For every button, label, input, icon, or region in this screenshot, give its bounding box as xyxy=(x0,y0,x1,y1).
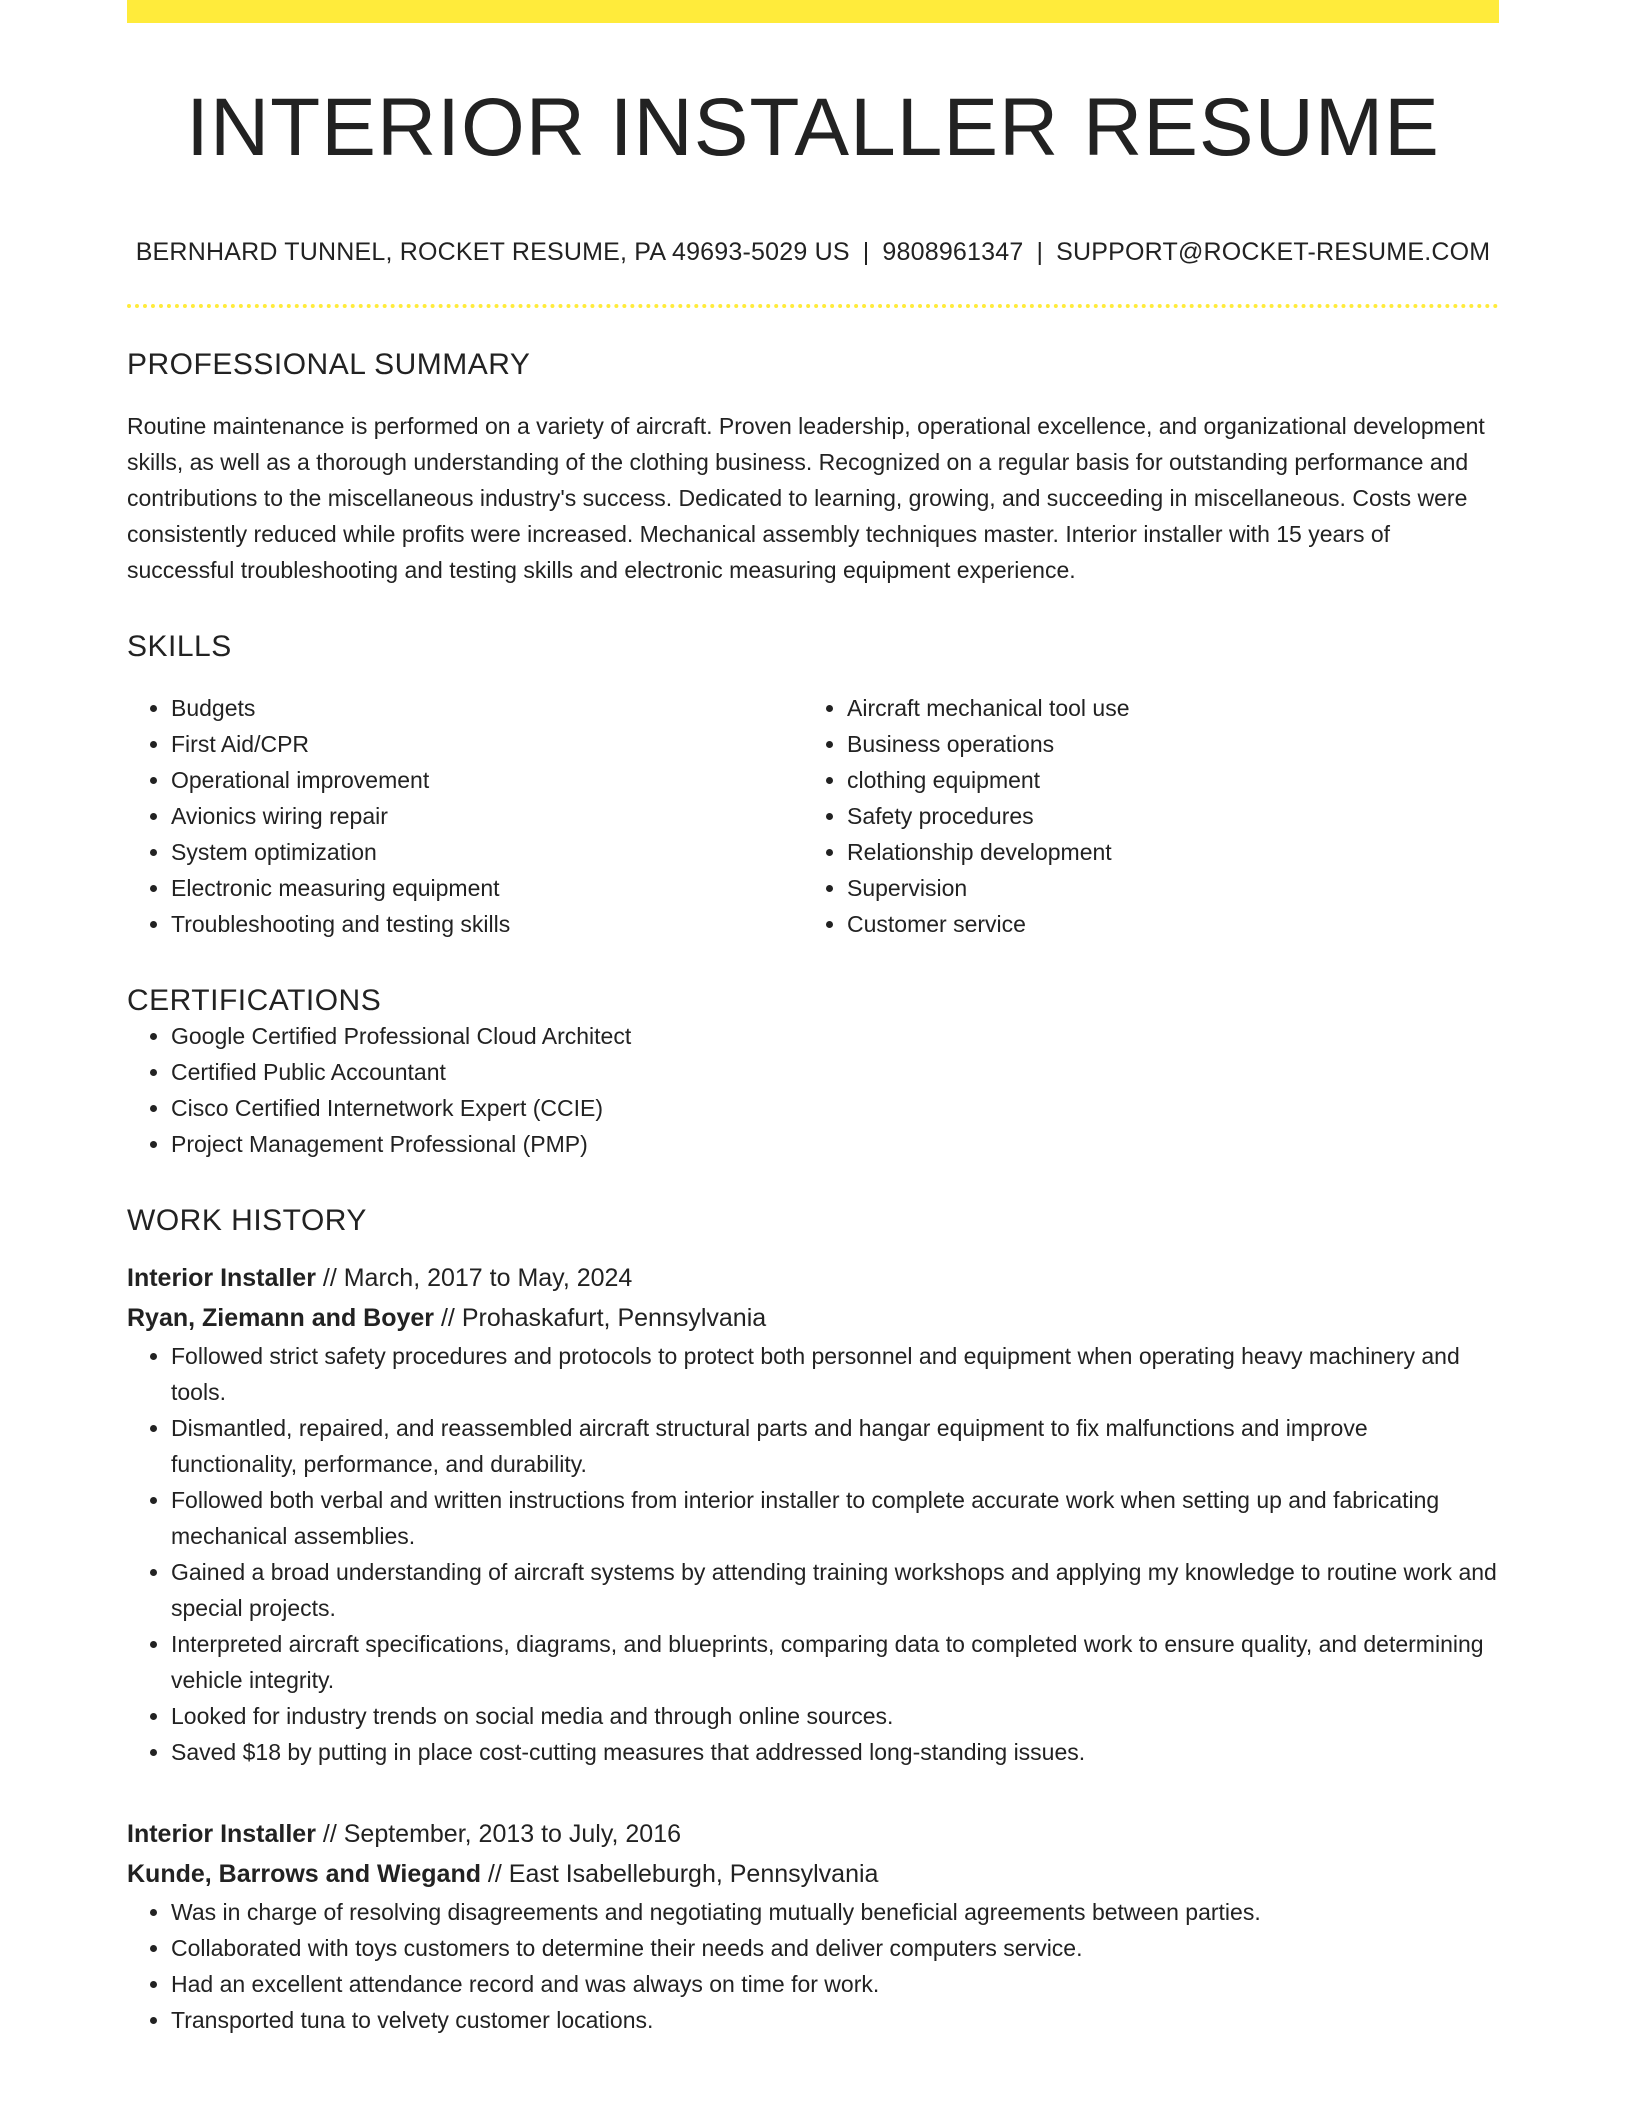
skill-item: • Supervision xyxy=(847,870,1479,906)
summary-heading: PROFESSIONAL SUMMARY xyxy=(127,348,531,382)
job-company-line xyxy=(127,1854,1499,1894)
job-location: // Prohaskafurt, Pennsylvania xyxy=(434,1304,767,1333)
skill-item: • System optimization xyxy=(171,834,803,870)
certifications-heading: CERTIFICATIONS xyxy=(127,984,382,1018)
skill-item: • Aircraft mechanical tool use xyxy=(847,690,1479,726)
resume-title: INTERIOR INSTALLER RESUME xyxy=(186,82,1440,173)
job-bullets xyxy=(127,1894,1499,2038)
job-location: // East Isabelleburgh, Pennsylvania xyxy=(480,1860,879,1889)
job-bullet: • Interpreted aircraft specifications, diagrams, and blueprints, comparing data to completed work to ensure quality, and determining vehicle integrity. xyxy=(171,1626,1499,1698)
skill-item: • Budgets xyxy=(171,690,803,726)
job-title-line xyxy=(127,1258,1499,1298)
certification-item: • Cisco Certified Internetwork Expert (CCIE) xyxy=(171,1090,1499,1126)
job-bullet: • Followed both verbal and written instructions from interior installer to complete accurate work when setting up and fabricating mechanical assemblies. xyxy=(171,1482,1499,1554)
skill-item: • Safety procedures xyxy=(847,798,1479,834)
job-bullet: • Had an excellent attendance record and was always on time for work. xyxy=(171,1966,1499,2002)
job-bullet: • Was in charge of resolving disagreements and negotiating mutually beneficial agreements between parties. xyxy=(171,1894,1499,1930)
skills-columns xyxy=(127,690,1499,942)
job-bullet: • Gained a broad understanding of aircraft systems by attending training workshops and applying my knowledge to routine work and special projects. xyxy=(171,1554,1499,1626)
skill-item: • clothing equipment xyxy=(847,762,1479,798)
contact-address: BERNHARD TUNNEL, ROCKET RESUME, PA 49693-5029 US xyxy=(135,238,850,267)
skill-item: • Avionics wiring repair xyxy=(171,798,803,834)
job-bullets xyxy=(127,1338,1499,1770)
job-title-line xyxy=(127,1814,1499,1854)
certifications-list xyxy=(127,1018,1499,1162)
contact-separator: | xyxy=(862,238,870,267)
job-bullet: • Looked for industry trends on social media and through online sources. xyxy=(171,1698,1499,1734)
job-bullet: • Transported tuna to velvety customer locations. xyxy=(171,2002,1499,2038)
job-company: Kunde, Barrows and Wiegand xyxy=(127,1860,481,1889)
skill-item: • Electronic measuring equipment xyxy=(171,870,803,906)
certification-item: • Google Certified Professional Cloud Architect xyxy=(171,1018,1499,1054)
skill-item: • Business operations xyxy=(847,726,1479,762)
job-bullet: • Saved $18 by putting in place cost-cutting measures that addressed long-standing issues. xyxy=(171,1734,1499,1770)
skill-item: • Customer service xyxy=(847,906,1479,942)
job-company: Ryan, Ziemann and Boyer xyxy=(127,1304,435,1333)
skills-left-list xyxy=(127,690,803,942)
job-bullet: • Collaborated with toys customers to determine their needs and deliver computers service. xyxy=(171,1930,1499,1966)
certification-item: • Project Management Professional (PMP) xyxy=(171,1126,1499,1162)
contact-phone: 9808961347 xyxy=(882,238,1024,267)
skill-item: • Operational improvement xyxy=(171,762,803,798)
job-title: Interior Installer xyxy=(127,1264,316,1293)
header-divider xyxy=(127,304,1499,308)
resume-page xyxy=(127,0,1499,2038)
skill-item: • First Aid/CPR xyxy=(171,726,803,762)
job-bullet: • Followed strict safety procedures and protocols to protect both personnel and equipment when operating heavy machinery and tools. xyxy=(171,1338,1499,1410)
contact-email: SUPPORT@ROCKET-RESUME.COM xyxy=(1056,238,1491,267)
certification-item: • Certified Public Accountant xyxy=(171,1054,1499,1090)
job-bullet: • Dismantled, repaired, and reassembled aircraft structural parts and hangar equipment to fix malfunctions and improve functionality, performance, and durability. xyxy=(171,1410,1499,1482)
skill-item: • Relationship development xyxy=(847,834,1479,870)
summary-text: Routine maintenance is performed on a variety of aircraft. Proven leadership, operational excellence, and organizational development skills, as well as a thorough understanding of the clothing business. Recognized on a regular basis for outstanding performance and contributions to the miscellaneous industry's success. Dedicated to learning, growing, and succeeding in miscellaneous. Costs were consistently reduced while profits were increased. Mechanical assembly techniques master. Interior installer with 15 years of successful troubleshooting and testing skills and electronic measuring equipment experience. xyxy=(127,413,1485,584)
skill-item: • Troubleshooting and testing skills xyxy=(171,906,803,942)
job-dates: // March, 2017 to May, 2024 xyxy=(315,1264,633,1293)
contact-line xyxy=(127,237,1499,267)
skills-right-list xyxy=(803,690,1479,942)
top-accent-bar xyxy=(127,0,1499,23)
job-title: Interior Installer xyxy=(127,1820,316,1849)
skills-heading: SKILLS xyxy=(127,630,232,664)
contact-separator: | xyxy=(1036,238,1044,267)
job-dates: // September, 2013 to July, 2016 xyxy=(315,1820,682,1849)
work-history-heading: WORK HISTORY xyxy=(127,1204,367,1238)
job-company-line xyxy=(127,1298,1499,1338)
